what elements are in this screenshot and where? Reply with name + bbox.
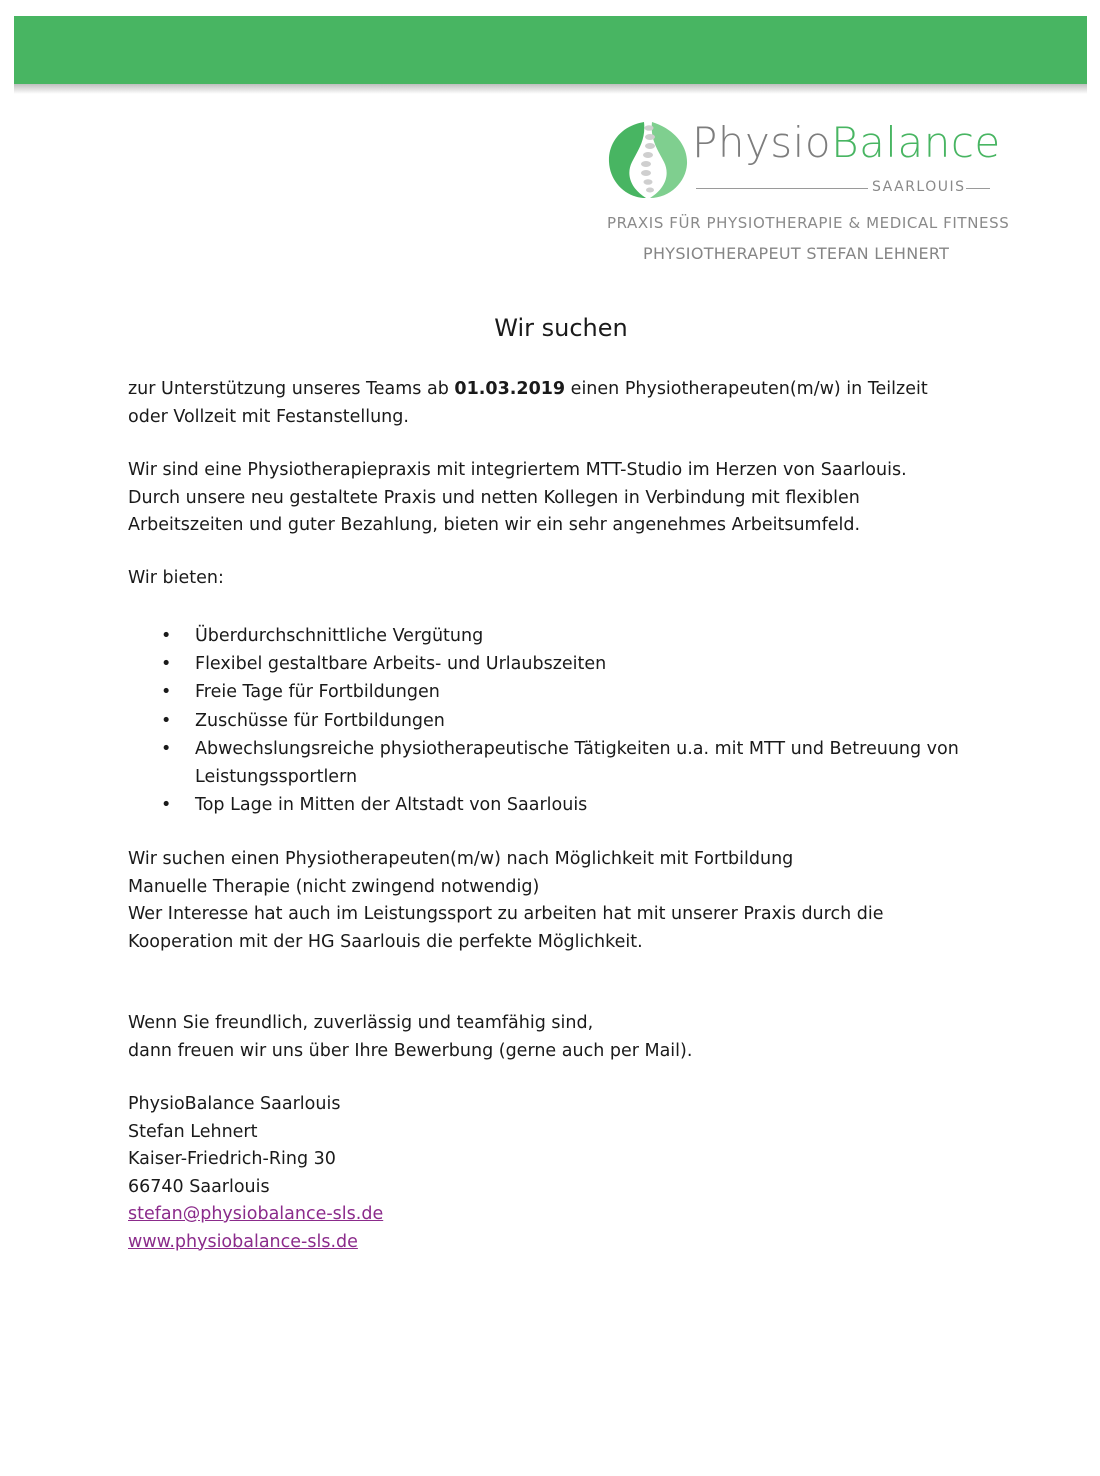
list-item-text: Abwechslungsreiche physiotherapeutische Tätigkeiten u.a. mit MTT und Betreuung von — [195, 738, 959, 759]
list-item-text: Zuschüsse für Fortbildungen — [195, 710, 445, 731]
list-item — [128, 622, 1008, 650]
divider — [696, 188, 868, 189]
logo — [600, 110, 1010, 280]
requirements-paragraph — [128, 846, 1008, 956]
contact-company: PhysioBalance Saarlouis — [128, 1094, 341, 1114]
list-item — [128, 735, 1008, 763]
bullet: • — [161, 795, 172, 816]
contact-block — [128, 1091, 1008, 1256]
bullet: • — [161, 682, 172, 703]
header-bar-shadow — [14, 84, 1087, 94]
closing-line: dann freuen wir uns über Ihre Bewerbung (gerne auch per Mail). — [128, 1040, 693, 1061]
website-link[interactable]: www.physiobalance-sls.de — [128, 1231, 358, 1252]
logo-word-balance: Balance — [831, 118, 1001, 167]
divider — [966, 188, 990, 189]
list-item-text: Freie Tage für Fortbildungen — [195, 682, 440, 703]
bullet: • — [161, 738, 172, 759]
closing-line: Wenn Sie freundlich, zuverlässig und teamfähig sind, — [128, 1013, 594, 1033]
logo-owner-line: PHYSIOTHERAPEUT STEFAN LEHNERT — [643, 244, 950, 263]
spine-leaf-logo-icon — [606, 118, 690, 202]
list-item — [128, 707, 1008, 735]
intro-text: einen Physiotherapeuten(m/w) in Teilzeit — [565, 379, 928, 399]
intro-text: zur Unterstützung unseres Teams ab — [128, 379, 455, 399]
logo-city-row — [696, 178, 994, 198]
about-line: Arbeitszeiten und guter Bezahlung, bieten wir ein sehr angenehmes Arbeitsumfeld. — [128, 515, 861, 535]
closing-paragraph — [128, 1010, 1008, 1065]
list-item-text: Überdurchschnittliche Vergütung — [195, 626, 484, 646]
list-item-continuation — [128, 763, 1008, 791]
list-item — [128, 650, 1008, 678]
list-item-text: Flexibel gestaltbare Arbeits- und Urlaubszeiten — [195, 654, 607, 675]
about-line: Wir sind eine Physiotherapiepraxis mit integriertem MTT-Studio im Herzen von Saarlouis. — [128, 460, 907, 480]
contact-street: Kaiser-Friedrich-Ring 30 — [128, 1149, 336, 1169]
logo-tagline: PRAXIS FÜR PHYSIOTHERAPIE & MEDICAL FITNESS — [607, 214, 1010, 232]
list-item — [128, 678, 1008, 706]
requirements-line: Wer Interesse hat auch im Leistungssport zu arbeiten hat mit unserer Praxis durch die — [128, 904, 884, 924]
intro-line: oder Vollzeit mit Festanstellung. — [128, 406, 409, 427]
logo-wordmark — [692, 118, 1001, 167]
bullet: • — [161, 626, 172, 646]
bullet: • — [161, 654, 172, 675]
intro-paragraph — [128, 376, 1008, 431]
about-line: Durch unsere neu gestaltete Praxis und netten Kollegen in Verbindung mit flexiblen — [128, 487, 860, 508]
contact-person: Stefan Lehnert — [128, 1121, 258, 1142]
contact-email-line — [128, 1201, 1008, 1229]
list-item-text: Top Lage in Mitten der Altstadt von Saarlouis — [195, 795, 588, 816]
requirements-line: Kooperation mit der HG Saarlouis die perfekte Möglichkeit. — [128, 931, 643, 952]
requirements-line: Wir suchen einen Physiotherapeuten(m/w) nach Möglichkeit mit Fortbildung — [128, 849, 794, 869]
header-bar — [14, 16, 1087, 84]
about-paragraph — [128, 457, 1008, 540]
contact-city: 66740 Saarlouis — [128, 1176, 270, 1197]
requirements-line: Manuelle Therapie (nicht zwingend notwendig) — [128, 876, 540, 897]
bullet: • — [161, 710, 172, 731]
page-title: Wir suchen — [494, 314, 628, 342]
start-date: 01.03.2019 — [454, 379, 566, 399]
intro-line — [128, 376, 1008, 404]
logo-city: SAARLOUIS — [872, 179, 966, 195]
offer-heading: Wir bieten: — [128, 568, 224, 588]
list-item-text: Leistungssportlern — [195, 767, 358, 788]
contact-website-line — [128, 1229, 1008, 1257]
offer-list — [128, 622, 1008, 819]
list-item — [128, 791, 1008, 819]
logo-word-physio: Physio — [692, 118, 832, 167]
email-link[interactable]: stefan@physiobalance-sls.de — [128, 1204, 384, 1224]
